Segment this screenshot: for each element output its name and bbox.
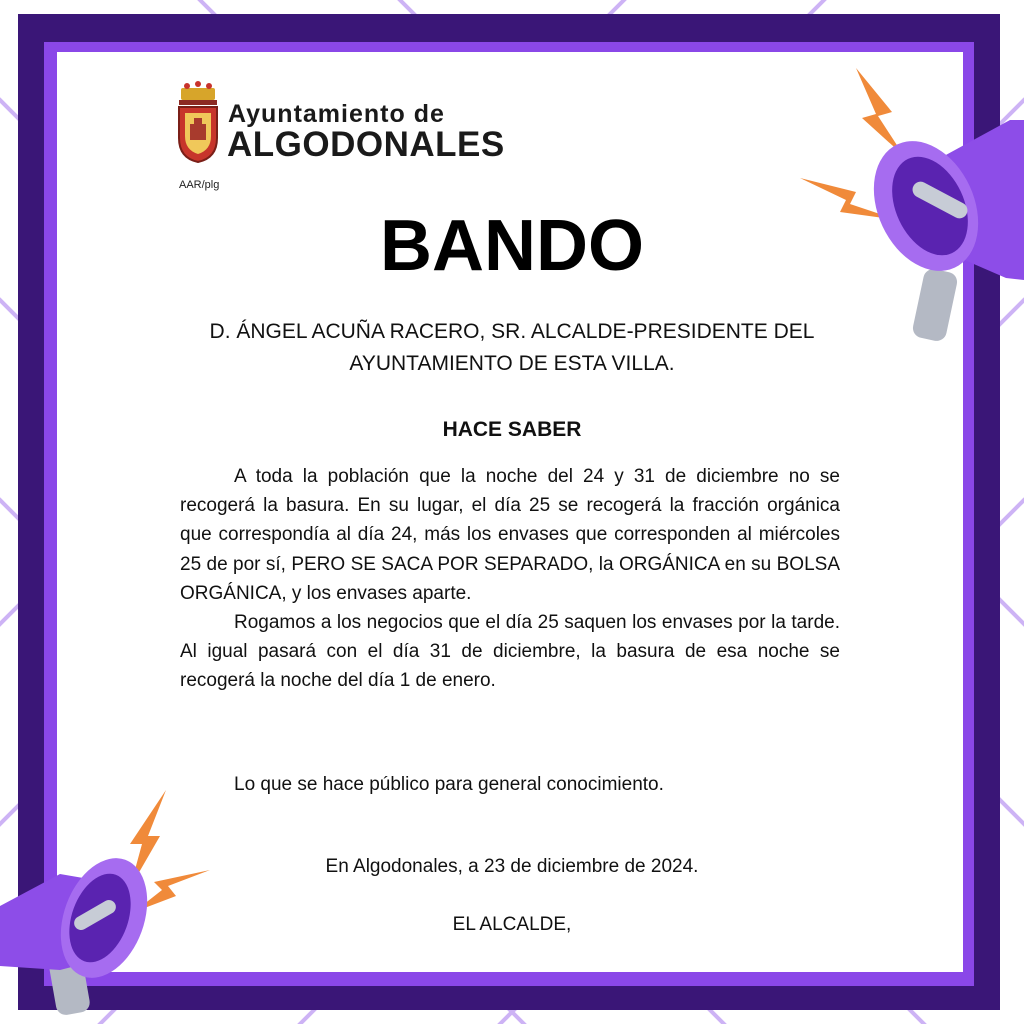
signature-line: EL ALCALDE, [452,914,572,935]
reference-code: AAR/plg [179,179,220,191]
document-body [180,462,840,696]
coat-of-arms-icon [175,80,221,164]
logo-title-line2: ALGODONALES [227,125,505,164]
document-title: BANDO [380,206,644,286]
megaphone-icon [800,60,1024,350]
logo-title-line1: Ayuntamiento de [228,100,445,128]
section-heading: HACE SABER [442,418,582,441]
body-paragraph-1: A toda la población que la noche del 24 y 31 de diciembre no se recogerá la basura. En su lugar, el día 25 se recogerá la fracción orgánica que correspondía al día 24, más los envases que corresponden al miércoles 25 de por sí, PERO SE SACA POR SEPARADO, la ORGÁNICA en su BOLSA ORGÁNICA, y los envases aparte. [180,466,840,604]
place-date: En Algodonales, a 23 de diciembre de 2024. [325,856,699,877]
megaphone-icon [0,790,220,1024]
closing-statement: Lo que se hace público para general conocimiento. [234,774,664,795]
issuer-text: D. ÁNGEL ACUÑA RACERO, SR. ALCALDE-PRESIDENTE DEL AYUNTAMIENTO DE ESTA VILLA. [209,320,815,375]
body-paragraph-2: Rogamos a los negocios que el día 25 saquen los envases por la tarde. Al igual pasará con el día 31 de diciembre, la basura de esa noche se recogerá la noche del día 1 de enero. [180,612,840,692]
